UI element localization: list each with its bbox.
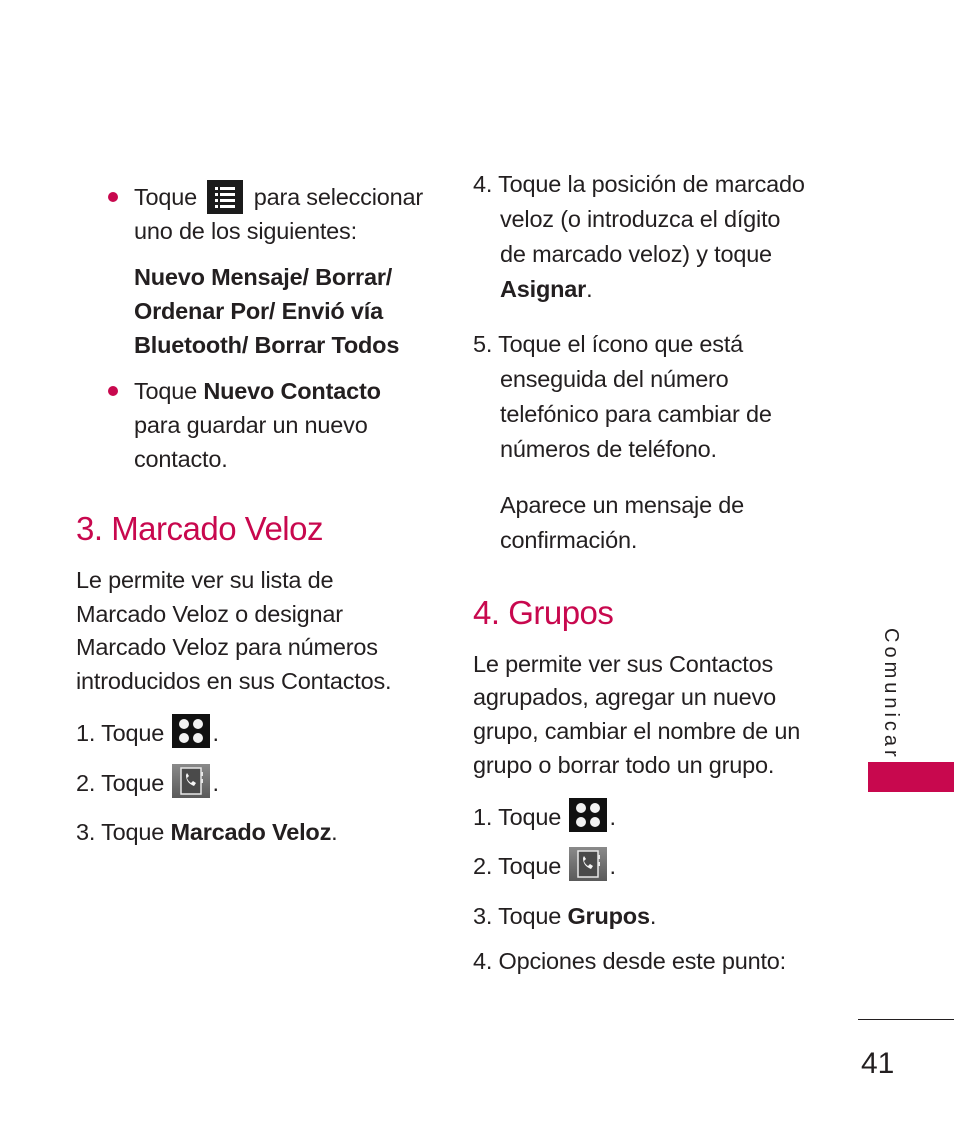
option-line: Bluetooth/ Borrar Todos — [134, 332, 400, 358]
description-line: Le permite ver su lista de — [76, 567, 334, 593]
text: . — [609, 804, 616, 830]
description-line: introducidos en sus Contactos. — [76, 668, 392, 694]
step-1 — [473, 800, 616, 836]
apps-grid-icon — [569, 798, 607, 832]
step-4-line: 4. Toque la posición de marcado — [473, 171, 805, 197]
bold-term: Nuevo Contacto — [203, 378, 381, 404]
text: 2. Toque — [473, 853, 562, 879]
option-line: Ordenar Por/ Envió vía — [134, 298, 383, 324]
section-heading-grupos: 4. Grupos — [473, 594, 614, 631]
bullet-marker — [108, 386, 118, 396]
section-heading-marcado-veloz: 3. Marcado Veloz — [76, 510, 323, 547]
step-4-line: veloz (o introduzca el dígito — [500, 206, 781, 232]
step-2 — [473, 849, 616, 885]
text: . — [212, 720, 219, 746]
text: 2. Toque — [76, 770, 165, 796]
step-3 — [76, 815, 337, 849]
apps-grid-icon — [172, 714, 210, 748]
step-5-line: números de teléfono. — [500, 436, 717, 462]
bold-term: Asignar — [500, 276, 587, 302]
text: 3. Toque — [76, 819, 171, 845]
step-4-line: de marcado veloz) y toque — [500, 241, 772, 267]
text: . — [609, 853, 616, 879]
bold-term: Grupos — [567, 903, 650, 929]
bullet-text-line2: uno de los siguientes: — [134, 218, 357, 244]
text: Toque — [134, 378, 204, 404]
page-number: 41 — [861, 1047, 895, 1080]
description-line: Le permite ver sus Contactos — [473, 651, 774, 677]
text: . — [212, 770, 219, 796]
text: . — [649, 903, 657, 929]
step-3 — [473, 899, 656, 933]
step-5-line: 5. Toque el ícono que está — [473, 331, 744, 357]
bold-term: Marcado Veloz — [170, 819, 332, 845]
text: 1. Toque — [473, 804, 562, 830]
bullet-marker — [108, 192, 118, 202]
text-line: para guardar un nuevo — [134, 412, 368, 438]
confirmation-line: confirmación. — [500, 527, 638, 553]
footer-divider — [858, 1019, 954, 1020]
contacts-phone-icon — [569, 847, 607, 881]
bullet-text-new-contact — [134, 374, 381, 408]
text: Toque — [134, 184, 198, 210]
text: . — [331, 819, 338, 845]
side-tab-label — [872, 628, 902, 761]
contacts-phone-icon — [172, 764, 210, 798]
text: 1. Toque — [76, 720, 165, 746]
step-4-line — [500, 272, 592, 306]
text: . — [586, 276, 593, 302]
step-5-line: enseguida del número — [500, 366, 729, 392]
menu-list-icon — [207, 180, 243, 214]
step-5-line: telefónico para cambiar de — [500, 401, 772, 427]
bullet-text-menu — [134, 180, 423, 216]
step-4: 4. Opciones desde este punto: — [473, 948, 786, 974]
text: para seleccionar — [253, 184, 423, 210]
text-line: contacto. — [134, 446, 228, 472]
step-2 — [76, 766, 219, 802]
side-tab-text: Comunicar — [880, 628, 902, 761]
side-tab-marker — [868, 762, 954, 792]
option-line: Nuevo Mensaje/ Borrar/ — [134, 264, 393, 290]
step-1 — [76, 716, 219, 752]
text: 3. Toque — [473, 903, 568, 929]
description-line: Marcado Veloz o designar — [76, 601, 343, 627]
description-line: agrupados, agregar un nuevo — [473, 684, 776, 710]
description-line: grupo, cambiar el nombre de un — [473, 718, 801, 744]
description-line: grupo o borrar todo un grupo. — [473, 752, 775, 778]
description-line: Marcado Veloz para números — [76, 634, 378, 660]
confirmation-line: Aparece un mensaje de — [500, 492, 745, 518]
